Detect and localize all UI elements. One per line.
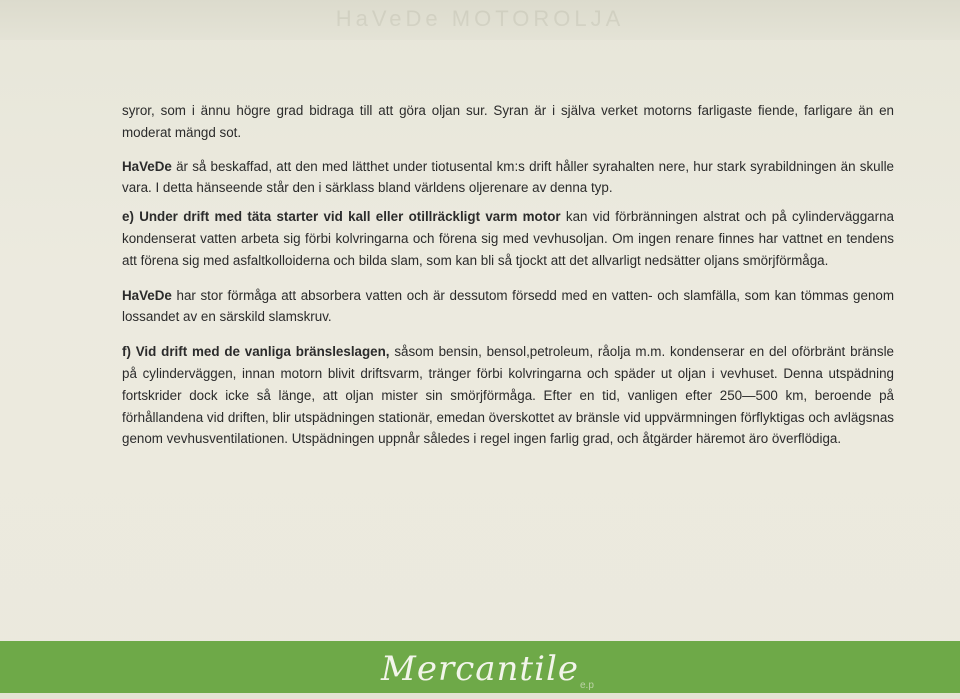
section-lead-e: e) Under drift med täta starter vid kall eller otillräckligt varm motor xyxy=(122,209,561,225)
paragraph-text: är så beskaffad, att den med lätthet under tiotusental km:s drift håller syrahalten nere, hur stark syrabildningen än skulle vara. I detta hänseende står den i särklass bland världens oljerenare av denna typ. xyxy=(122,158,894,196)
brand-name: HaVeDe xyxy=(122,158,172,174)
paragraph-acid xyxy=(122,100,894,144)
logo-mark: e.p xyxy=(580,680,594,691)
paragraph-text: syror, som i ännu högre grad bidraga till att göra oljan sur. Syran är i själva verket motorns farligaste fiende, farligare än en moderat mängd sot. xyxy=(122,103,894,140)
paragraph-cold-starts xyxy=(122,206,894,271)
brand-name: HaVeDe xyxy=(122,287,172,303)
paragraph-havede-water xyxy=(122,285,894,329)
paragraph-text: kan vid förbränningen alstrat och på cylinderväggarna kondenserat vatten arbeta sig förbi kolvringarna och förena sig med vevhusoljan. Om ingen renare finnes har vattnet en tendens att förena sig med asfaltkolloiderna och bilda slam, som kan bli så tjockt att det allvarligt nedsätter oljans smörjförmåga. xyxy=(122,209,894,268)
document-body xyxy=(122,100,894,450)
section-lead-f: f) Vid drift med de vanliga bränsleslagen, xyxy=(122,344,390,360)
faded-header-text: HaVeDe MOTOROLJA xyxy=(335,6,625,31)
paragraph-text: har stor förmåga att absorbera vatten och är dessutom försedd med en vatten- och slamfälla, som kan tömmas genom lossandet av en särskild slamskruv. xyxy=(122,287,894,325)
paragraph-fuel-dilution xyxy=(122,341,894,450)
paragraph-text: såsom bensin, bensol,petroleum, råolja m.m. kondenserar en del oförbränt bränsle på cylinderväggen, innan motorn blivit driftsvarm, tränger förbi kolvringarna och späder ut oljan i vevhuset. Denna utspädning fortskrider dock icke så länge, att oljan mister sin smörjförmåga. Efter en tid, vanligen efter 250—500 km, beroende på förhållandena vid driften, blir utspädningen stationär, emedan överskottet av bränsle vid uppvärmningen förflyktigas och avlägsnas genom vevhusventilationen. Utspädningen uppnår således i regel ingen farlig grad, och åtgärder häremot äro överflödiga. xyxy=(122,344,894,447)
paragraph-havede-acid xyxy=(122,156,894,200)
top-faded-strip xyxy=(0,0,960,40)
mercantile-logo: Mercantile xyxy=(381,649,579,689)
